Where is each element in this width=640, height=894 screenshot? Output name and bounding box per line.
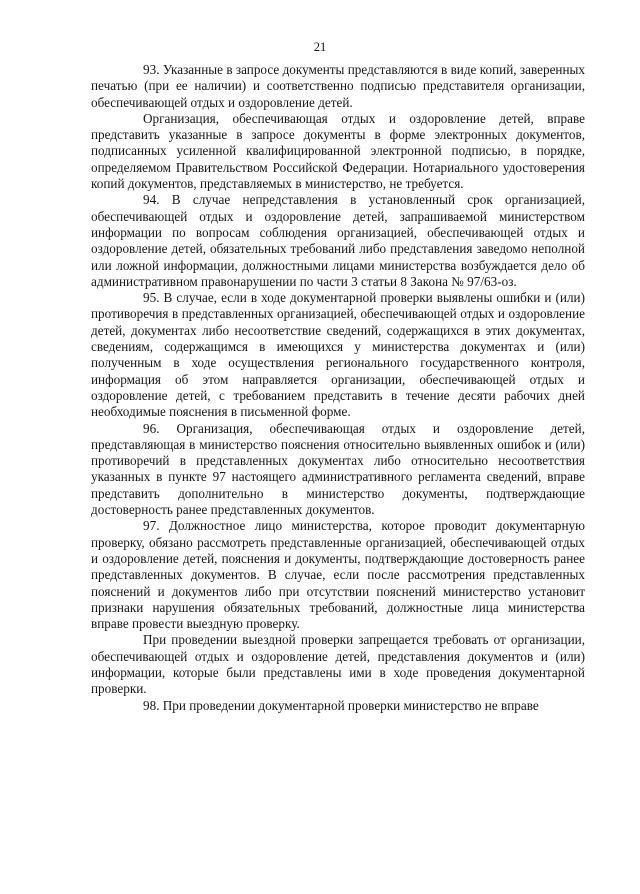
document-body	[91, 62, 585, 714]
paragraph-98: 98. При проведении документарной проверки министерство не вправе	[143, 697, 539, 713]
paragraph-96: 96. Организация, обеспечивающая отдых и оздоровление детей, представляющая в министерство пояснения относительно выявленных ошибок и (или) противоречий в представленных документах либо относительно несоответствия указанных в пункте 97 настоящего административного регламента сведений, вправе представить дополнительно в министерство документы, подтверждающие достоверность ранее представленных документов.	[91, 420, 585, 518]
paragraph-electronic-documents: Организация, обеспечивающая отдых и оздоровление детей, вправе представить указанные в запросе документы в форме электронных документов, подписанных усиленной квалифицированной электронной подписью, в порядке, определяемом Правительством Российской Федерации. Нотариального удостоверения копий документов, представляемых в министерство, не требуется.	[91, 110, 585, 192]
paragraph-97: 97. Должностное лицо министерства, которое проводит документарную проверку, обязано рассмотреть представленные организацией, обеспечивающей отдых и оздоровление детей, пояснения и документы, подтверждающие достоверность ранее представленных документов. В случае, если после рассмотрения представленных пояснений и документов либо при отсутствии пояснений министерство установит признаки нарушения обязательных требований, должностные лица министерства вправе провести выездную проверку.	[91, 518, 585, 632]
paragraph-93: 93. Указанные в запросе документы представляются в виде копий, заверенных печатью (при ее наличии) и соответственно подписью представителя организации, обеспечивающей отдых и оздоровление детей.	[91, 62, 585, 110]
paragraph-94: 94. В случае непредставления в установленный срок организацией, обеспечивающей отдых и оздоровление детей, запрашиваемой министерством информации по вопросам соблюдения организацией, обеспечивающей отдых и оздоровление детей, обязательных требований либо представления заведомо неполной или ложной информации, должностными лицами министерства возбуждается дело об административном правонарушении по части 3 статьи 8 Закона № 97/63-оз.	[91, 192, 585, 289]
paragraph-95: 95. В случае, если в ходе документарной проверки выявлены ошибки и (или) противоречия в представленных организацией, обеспечивающей отдых и оздоровление детей, документах либо несоответствие сведений, содержащихся в этих документах, сведениям, содержащимся в имеющихся у министерства документах и (или) полученным в ходе осуществления регионального государственного контроля, информация об этом направляется организации, обеспечивающей отдых и оздоровление детей, с требованием представить в течение десяти рабочих дней необходимые пояснения в письменной форме.	[91, 290, 585, 420]
page-number: 21	[313, 40, 327, 54]
paragraph-onsite-inspection: При проведении выездной проверки запрещается требовать от организации, обеспечивающей отдых и оздоровление детей, представления документов и (или) информации, которые были представлены ими в ходе проведения документарной проверки.	[91, 632, 585, 697]
